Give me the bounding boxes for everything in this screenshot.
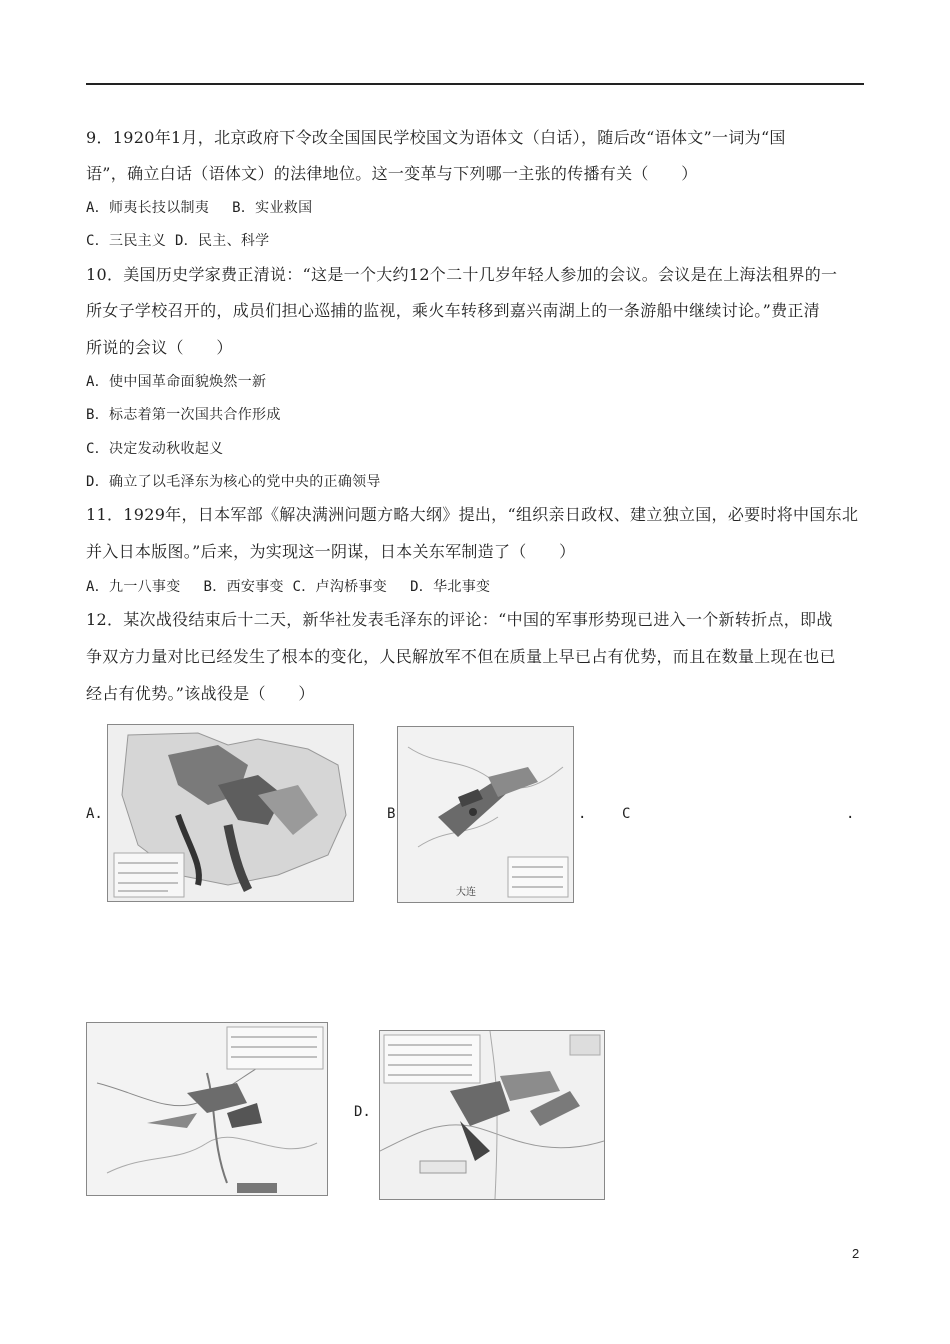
- q10-option-b: B．标志着第一次国共合作形成: [86, 407, 281, 423]
- map-a-graphic: [108, 725, 353, 901]
- q9-option-ab: A．师夷长技以制夷 B．实业救国: [86, 200, 313, 216]
- map-option-a: [107, 724, 354, 902]
- q12-line-1: 12．某次战役结束后十二天，新华社发表毛泽东的评论：“中国的军事形势现已进入一个新转折点，即战: [86, 610, 833, 629]
- q10-option-d: D．确立了以毛泽东为核心的党中央的正确领导: [86, 474, 381, 490]
- page-number: 2: [852, 1246, 860, 1261]
- q10-option-a: A．使中国革命面貌焕然一新: [86, 374, 267, 390]
- q9-option-cd: C．三民主义 D．民主、科学: [86, 233, 270, 249]
- q12-option-a-label: A.: [86, 806, 103, 822]
- q12-option-b-dot: .: [578, 806, 587, 822]
- q9-line-1: 9．1920年1月，北京政府下令改全国国民学校国文为语体文（白话），随后改“语体文”一词为“国: [86, 128, 786, 147]
- map-c-graphic: [87, 1023, 327, 1195]
- q9-line-2: 语”，确立白话（语体文）的法律地位。这一变革与下列哪一主张的传播有关（ ）: [86, 164, 698, 183]
- q12-option-c-dot: .: [846, 806, 855, 822]
- map-d-graphic: [380, 1031, 604, 1199]
- map-option-c: [86, 1022, 328, 1196]
- header-rule: [86, 83, 864, 85]
- q11-line-1: 11．1929年，日本军部《解决满洲问题方略大纲》提出，“组织亲日政权、建立独立国，必要时将中国东北: [86, 505, 859, 524]
- q11-line-2: 并入日本版图。”后来，为实现这一阴谋，日本关东军制造了（ ）: [86, 542, 576, 561]
- q12-option-d-label: D.: [354, 1104, 371, 1120]
- q10-option-c: C．决定发动秋收起义: [86, 441, 224, 457]
- map-option-d: [379, 1030, 605, 1200]
- map-b-city-label: 大连: [456, 887, 476, 898]
- map-b-graphic: [398, 727, 573, 902]
- q12-line-3: 经占有优势。”该战役是（ ）: [86, 684, 315, 703]
- q12-option-c-label: C: [622, 806, 631, 822]
- map-option-b: [397, 726, 574, 903]
- q10-line-1: 10．美国历史学家费正清说：“这是一个大约12个二十几岁年轻人参加的会议。会议是在上海法租界的一: [86, 265, 838, 284]
- q12-option-b-label: B: [387, 806, 396, 822]
- q10-line-2: 所女子学校召开的，成员们担心巡捕的监视，乘火车转移到嘉兴南湖上的一条游船中继续讨论。”费正清: [86, 301, 820, 320]
- q12-line-2: 争双方力量对比已经发生了根本的变化，人民解放军不但在质量上早已占有优势，而且在数量上现在也已: [86, 647, 836, 666]
- q11-options: A．九一八事变 B．西安事变 C．卢沟桥事变 D．华北事变: [86, 579, 491, 595]
- q10-line-3: 所说的会议（ ）: [86, 338, 233, 357]
